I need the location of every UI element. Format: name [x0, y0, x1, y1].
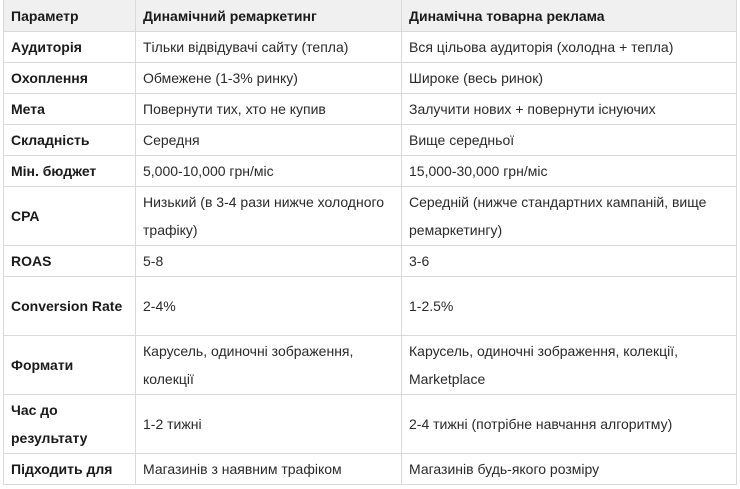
row-product-ads-value: 2-4 тижні (потрібне навчання алгоритму): [402, 395, 737, 454]
row-product-ads-value: Середній (нижче стандартних кампаній, вище ремаркетингу): [402, 187, 737, 246]
table-row: [4, 395, 737, 454]
row-parameter: Conversion Rate: [4, 277, 136, 336]
row-product-ads-value: Залучити нових + повернути існуючих: [402, 94, 737, 125]
row-remarketing-value: Обмежене (1-3% ринку): [136, 63, 402, 94]
row-remarketing-value: 5-8: [136, 246, 402, 277]
table-row: [4, 277, 737, 336]
row-parameter: Охоплення: [4, 63, 136, 94]
row-remarketing-value: 2-4%: [136, 277, 402, 336]
row-product-ads-value: Вище середньої: [402, 125, 737, 156]
row-product-ads-value: Вся цільова аудиторія (холодна + тепла): [402, 32, 737, 63]
row-parameter: CPA: [4, 187, 136, 246]
table-body: [4, 32, 737, 485]
table-row: [4, 156, 737, 187]
row-product-ads-value: Магазинів будь-якого розміру: [402, 454, 737, 485]
table-row: [4, 94, 737, 125]
row-parameter: Час до результату: [4, 395, 136, 454]
row-parameter: Підходить для: [4, 454, 136, 485]
row-remarketing-value: Повернути тих, хто не купив: [136, 94, 402, 125]
row-parameter: ROAS: [4, 246, 136, 277]
row-remarketing-value: 1-2 тижні: [136, 395, 402, 454]
table-row: [4, 32, 737, 63]
row-parameter: Мета: [4, 94, 136, 125]
header-dynamic-product-ads: Динамічна товарна реклама: [402, 0, 737, 32]
row-parameter: Аудиторія: [4, 32, 136, 63]
row-remarketing-value: Тільки відвідувачі сайту (тепла): [136, 32, 402, 63]
header-row: [4, 0, 737, 32]
row-product-ads-value: 1-2.5%: [402, 277, 737, 336]
comparison-table: [3, 0, 737, 485]
table-row: [4, 336, 737, 395]
header-parameter: Параметр: [4, 0, 136, 32]
row-remarketing-value: 5,000-10,000 грн/міс: [136, 156, 402, 187]
row-remarketing-value: Низький (в 3-4 рази нижче холодного трафіку): [136, 187, 402, 246]
row-remarketing-value: Магазинів з наявним трафіком: [136, 454, 402, 485]
table-row: [4, 187, 737, 246]
table-row: [4, 125, 737, 156]
row-product-ads-value: 15,000-30,000 грн/міс: [402, 156, 737, 187]
row-remarketing-value: Карусель, одиночні зображення, колекції: [136, 336, 402, 395]
table-row: [4, 454, 737, 485]
table-row: [4, 63, 737, 94]
row-parameter: Формати: [4, 336, 136, 395]
table-row: [4, 246, 737, 277]
row-product-ads-value: 3-6: [402, 246, 737, 277]
table-header: [4, 0, 737, 32]
row-parameter: Складність: [4, 125, 136, 156]
row-product-ads-value: Карусель, одиночні зображення, колекції, Marketplace: [402, 336, 737, 395]
row-product-ads-value: Широке (весь ринок): [402, 63, 737, 94]
row-parameter: Мін. бюджет: [4, 156, 136, 187]
header-dynamic-remarketing: Динамічний ремаркетинг: [136, 0, 402, 32]
row-remarketing-value: Середня: [136, 125, 402, 156]
